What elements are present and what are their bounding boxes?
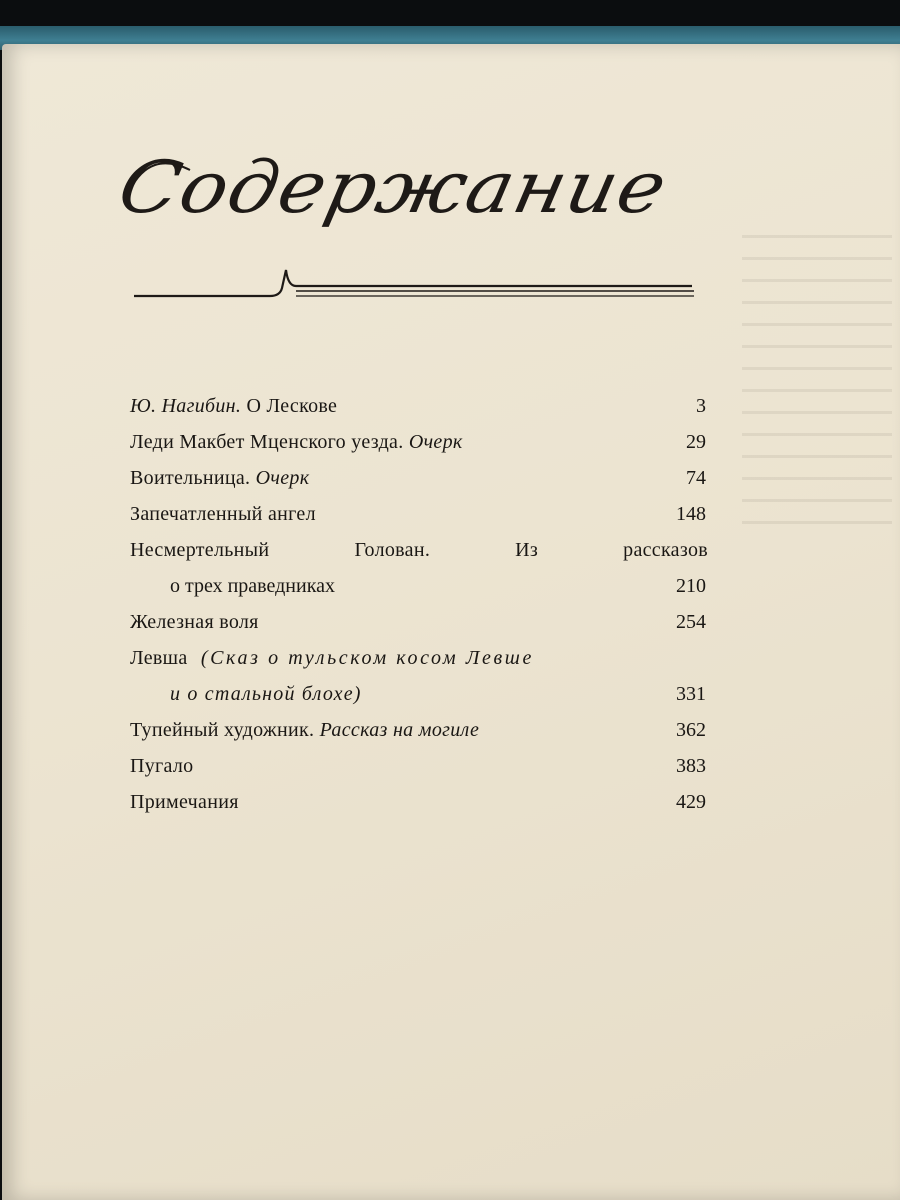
toc-entry[interactable] bbox=[130, 424, 710, 460]
toc-continuation: о трех праведниках bbox=[170, 575, 335, 597]
contents-heading: Содержание bbox=[111, 146, 675, 230]
toc-page-number: 254 bbox=[676, 611, 706, 633]
toc-entry[interactable] bbox=[130, 784, 710, 820]
table-of-contents bbox=[130, 388, 710, 820]
toc-entry[interactable] bbox=[130, 460, 710, 496]
toc-page-number: 210 bbox=[676, 575, 706, 597]
toc-entry-text bbox=[130, 784, 630, 820]
toc-title: Тупейный художник. bbox=[130, 719, 315, 741]
toc-entry[interactable] bbox=[130, 748, 710, 784]
toc-entry[interactable] bbox=[130, 712, 710, 748]
toc-page-number: 331 bbox=[676, 683, 706, 705]
bleed-through-text bbox=[742, 224, 892, 524]
toc-title: Примечания bbox=[130, 791, 239, 813]
toc-page-number: 74 bbox=[686, 467, 706, 489]
toc-title: Несмертельный Голован. Из рассказов bbox=[130, 539, 708, 561]
toc-entry[interactable] bbox=[130, 496, 710, 532]
toc-page-number: 362 bbox=[676, 719, 706, 741]
toc-entry[interactable] bbox=[130, 532, 710, 604]
toc-page-number: 29 bbox=[686, 431, 706, 453]
toc-title: Леди Макбет Мценского уезда. bbox=[130, 431, 404, 453]
heading-flourish bbox=[120, 110, 720, 340]
toc-entry-text bbox=[130, 712, 630, 748]
toc-entry-text bbox=[130, 748, 630, 784]
toc-subtitle: Рассказ на могиле bbox=[319, 719, 480, 741]
toc-entry-text bbox=[130, 460, 630, 496]
toc-page-number: 383 bbox=[676, 755, 706, 777]
toc-title: Запечатленный ангел bbox=[130, 503, 316, 525]
toc-title: Железная воля bbox=[130, 611, 259, 633]
toc-entry-text bbox=[130, 640, 708, 676]
toc-entry-text bbox=[130, 388, 630, 424]
toc-entry[interactable] bbox=[130, 604, 710, 640]
toc-subtitle: Очерк bbox=[255, 467, 310, 489]
toc-entry-text bbox=[130, 604, 630, 640]
toc-entry[interactable] bbox=[130, 388, 710, 424]
toc-entry[interactable] bbox=[130, 640, 710, 712]
toc-title: Левша bbox=[130, 647, 188, 669]
toc-title: О Лескове bbox=[246, 395, 338, 417]
toc-page-number: 148 bbox=[676, 503, 706, 525]
toc-page-number: 429 bbox=[676, 791, 706, 813]
toc-title: Пугало bbox=[130, 755, 194, 777]
toc-title: Воительница. bbox=[130, 467, 251, 489]
toc-entry-text bbox=[130, 496, 630, 532]
toc-subtitle: (Сказ о тульском косом Левше bbox=[200, 647, 534, 669]
toc-page-number: 3 bbox=[696, 395, 706, 417]
toc-entry-text bbox=[130, 424, 630, 460]
toc-subtitle: Очерк bbox=[408, 431, 463, 453]
toc-author: Ю. Нагибин. bbox=[130, 395, 242, 417]
toc-continuation: и о стальной блохе) bbox=[170, 683, 362, 705]
